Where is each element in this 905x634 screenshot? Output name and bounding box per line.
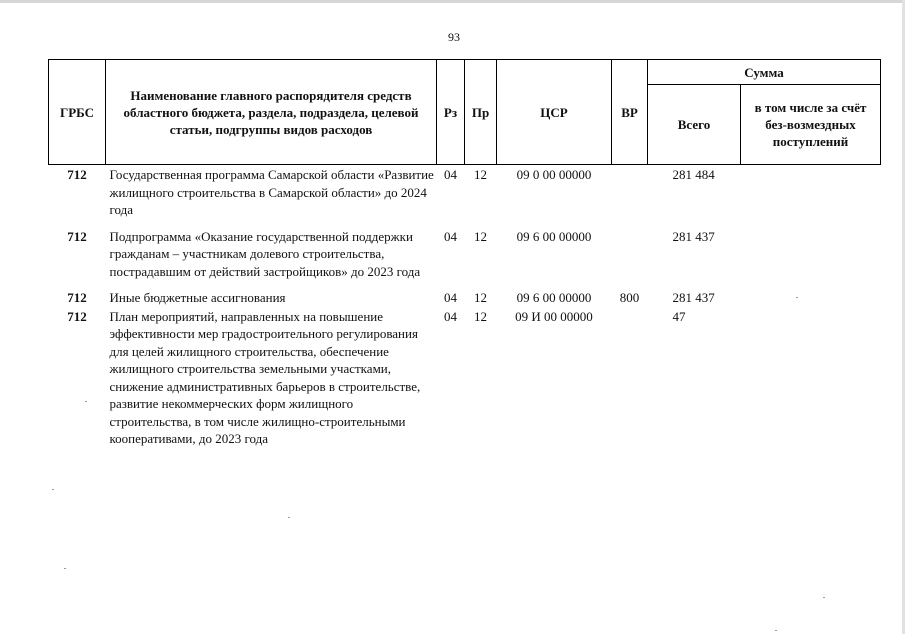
cell-rz: 04: [444, 228, 457, 244]
cell-csr: 09 И 00 00000: [515, 308, 593, 324]
cell-including: [741, 289, 881, 308]
table-row: [49, 228, 881, 290]
table-row: [49, 165, 881, 228]
table-body: [49, 165, 881, 448]
cell-including: [741, 228, 881, 290]
header-vr: ВР: [612, 60, 648, 165]
cell-vr: 800: [619, 290, 640, 305]
page-number: 93: [448, 30, 460, 44]
scan-speck: [775, 630, 777, 631]
header-name: Наименование главного распорядителя средств областного бюджета, раздела, подраздела, целевой статьи, подгруппы видов расходов: [106, 60, 437, 165]
cell-vr: [612, 228, 648, 290]
header-row-top: [49, 60, 881, 85]
cell-including: [741, 308, 881, 448]
cell-total: 281 437: [672, 290, 715, 305]
cell-rz: 04: [444, 308, 457, 324]
scan-speck: [52, 489, 54, 490]
cell-name: Подпрограмма «Оказание государственной поддержки гражданам – участникам долевого строительства, пострадавшим от действий застройщиков» до 2023 года: [109, 228, 421, 279]
scan-speck: [85, 401, 87, 402]
cell-including: [741, 165, 881, 228]
cell-grbs: 712: [67, 167, 87, 182]
cell-total: 281 437: [672, 228, 715, 244]
cell-pr: 12: [474, 290, 487, 305]
cell-total: 281 484: [672, 167, 715, 182]
cell-pr: 12: [474, 308, 487, 324]
header-pr: Пр: [465, 60, 497, 165]
header-csr: ЦСР: [497, 60, 612, 165]
scan-speck: [823, 597, 825, 598]
table-row: [49, 308, 881, 448]
cell-pr: 12: [474, 167, 487, 182]
cell-total: 47: [672, 308, 686, 324]
scan-speck: [64, 568, 66, 569]
cell-name: План мероприятий, направленных на повышение эффективности мер градостроительного регулирования для целей жилищного строительства, обеспечение жилищного строительства земельными участками, снижение административных барьеров в строительстве, развитие некоммерческих форм жилищного строительства, в том числе жилищно-строительными кооперативами, до 2023 года: [109, 308, 421, 446]
cell-rz: 04: [444, 167, 457, 182]
scan-speck: [796, 297, 798, 298]
cell-rz: 04: [444, 290, 457, 305]
cell-csr: 09 6 00 00000: [516, 290, 592, 305]
scan-edge-top: [0, 0, 905, 3]
cell-pr: 12: [474, 228, 487, 244]
cell-name: Государственная программа Самарской области «Развитие жилищного строительства в Самарской области» до 2024 года: [109, 167, 434, 217]
header-total: Всего: [648, 85, 741, 165]
table-row: [49, 289, 881, 308]
cell-csr: 09 0 00 00000: [516, 167, 592, 182]
cell-grbs: 712: [67, 228, 87, 244]
header-including: в том числе за счёт без-возмездных поступлений: [741, 85, 881, 165]
cell-name: Иные бюджетные ассигнования: [109, 290, 286, 305]
budget-table: [48, 59, 881, 448]
scan-speck: [288, 517, 290, 518]
cell-grbs: 712: [67, 290, 87, 305]
cell-vr: [612, 165, 648, 228]
cell-vr: [612, 308, 648, 448]
header-sum: Сумма: [648, 60, 881, 85]
cell-csr: 09 6 00 00000: [516, 228, 592, 244]
header-grbs: ГРБС: [49, 60, 106, 165]
table-header: [49, 60, 881, 165]
cell-grbs: 712: [67, 308, 87, 324]
header-rz: Рз: [437, 60, 465, 165]
